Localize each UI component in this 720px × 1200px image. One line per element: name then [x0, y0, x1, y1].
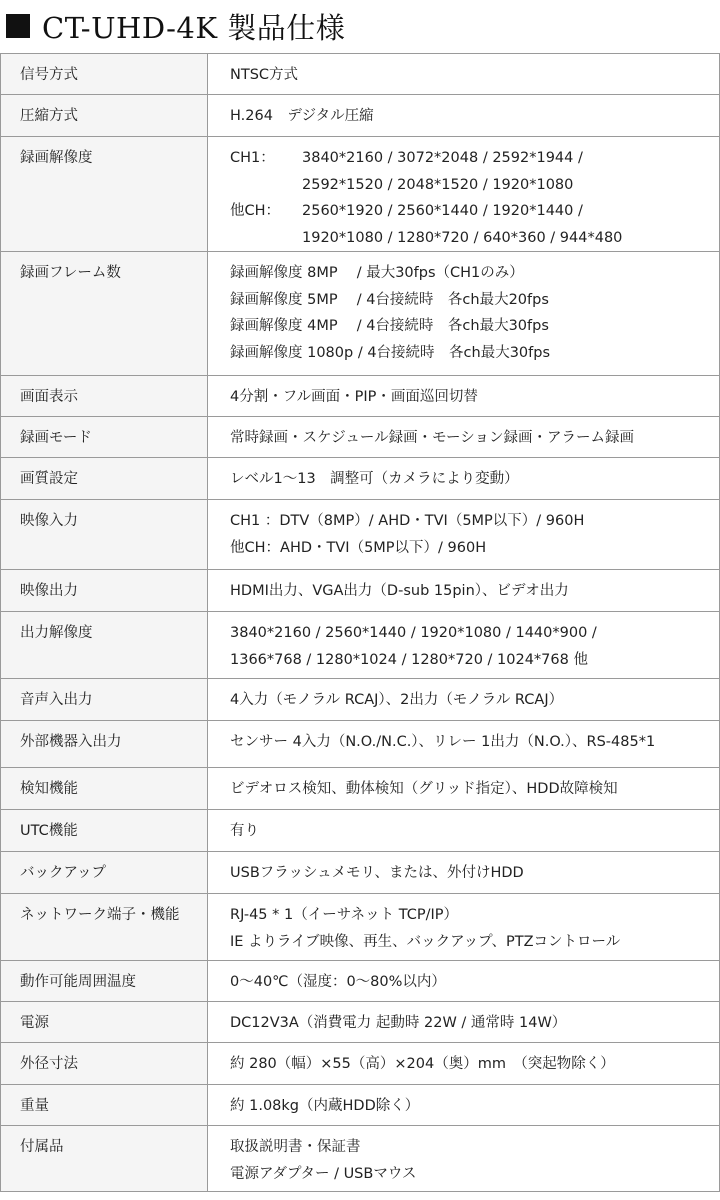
page-title-bar — [0, 0, 720, 52]
spec-label: 外部機器入出力 — [1, 721, 208, 768]
spec-value-line: RJ-45 * 1（イーサネット TCP/IP） — [230, 907, 459, 923]
spec-value — [208, 1085, 720, 1126]
spec-label: 画質設定 — [1, 458, 208, 500]
spec-value — [208, 137, 720, 252]
spec-value-line: 1366*768 / 1280*1024 / 1280*720 / 1024*768 他 — [230, 651, 588, 668]
spec-row — [1, 852, 720, 894]
spec-value-line: センサー 4入力（N.O./N.C.）、リレー 1出力（N.O.）、RS-485*1 — [230, 734, 656, 750]
spec-value-prefix: 他CH： — [230, 203, 281, 219]
spec-row — [1, 1085, 720, 1126]
spec-row — [1, 417, 720, 458]
spec-label: 出力解像度 — [1, 612, 208, 679]
spec-row — [1, 500, 720, 570]
spec-row — [1, 894, 720, 961]
spec-label: 動作可能周囲温度 — [1, 961, 208, 1002]
spec-value-line: 3840*2160 / 2560*1440 / 1920*1080 / 1440*900 / — [230, 625, 597, 641]
spec-value — [208, 500, 720, 570]
spec-value-line: 録画解像度 4MP / 4台接続時 各ch最大30fps — [230, 318, 549, 334]
spec-label: 映像出力 — [1, 570, 208, 612]
spec-label: 録画フレーム数 — [1, 252, 208, 376]
spec-row — [1, 54, 720, 95]
spec-label: 信号方式 — [1, 54, 208, 95]
spec-value — [208, 852, 720, 894]
spec-value-line: 録画解像度 8MP / 最大30fps（CH1のみ） — [230, 265, 524, 281]
spec-label: UTC機能 — [1, 810, 208, 852]
spec-row — [1, 1126, 720, 1192]
spec-row — [1, 1043, 720, 1085]
spec-label: 外径寸法 — [1, 1043, 208, 1085]
spec-value-line: 0～40℃（湿度：0～80%以内） — [230, 974, 446, 990]
spec-label: バックアップ — [1, 852, 208, 894]
spec-row — [1, 961, 720, 1002]
spec-value — [208, 721, 720, 768]
spec-label: 音声入出力 — [1, 679, 208, 721]
spec-value — [208, 1126, 720, 1192]
spec-row — [1, 810, 720, 852]
spec-value-line: NTSC方式 — [230, 67, 299, 83]
spec-row — [1, 95, 720, 137]
spec-table-body — [1, 54, 720, 1192]
spec-value-line: 常時録画・スケジュール録画・モーション録画・アラーム録画 — [230, 430, 634, 446]
spec-value-line: 取扱説明書・保証書 — [230, 1139, 361, 1155]
spec-value-line: IE よりライブ映像、再生、バックアップ、PTZコントロール — [230, 933, 621, 950]
spec-value-line: 4分割・フル画面・PIP・画面巡回切替 — [230, 389, 478, 405]
spec-value-line: DC12V3A（消費電力 起動時 22W / 通常時 14W） — [230, 1015, 567, 1031]
spec-value-prefix: CH1： — [230, 150, 275, 166]
spec-value — [208, 810, 720, 852]
spec-value — [208, 570, 720, 612]
square-bullet-icon — [6, 14, 30, 38]
spec-value — [208, 95, 720, 137]
spec-label: 付属品 — [1, 1126, 208, 1192]
spec-value — [208, 894, 720, 961]
spec-label: 映像入力 — [1, 500, 208, 570]
spec-value-line: 4入力（モノラル RCAJ）、2出力（モノラル RCAJ） — [230, 692, 564, 708]
spec-value — [208, 768, 720, 810]
spec-value — [208, 458, 720, 500]
spec-value-line: ビデオロス検知、動体検知（グリッド指定）、HDD故障検知 — [230, 781, 618, 797]
spec-row — [1, 458, 720, 500]
spec-value — [208, 252, 720, 376]
spec-value — [208, 54, 720, 95]
spec-label: ネットワーク端子・機能 — [1, 894, 208, 961]
spec-row — [1, 768, 720, 810]
spec-label: 電源 — [1, 1002, 208, 1043]
spec-value-line: 録画解像度 1080p / 4台接続時 各ch最大30fps — [230, 344, 551, 361]
page-title: CT-UHD-4K 製品仕様 — [42, 10, 346, 45]
spec-value-line: 有り — [230, 823, 259, 839]
spec-value — [208, 1002, 720, 1043]
spec-label: 検知機能 — [1, 768, 208, 810]
spec-value-line: 2592*1520 / 2048*1520 / 1920*1080 — [302, 176, 574, 193]
spec-value-line: USBフラッシュメモリ、または、外付けHDD — [230, 865, 524, 881]
spec-value-line: 他CH：AHD・TVI（5MP以下）/ 960H — [230, 539, 487, 556]
spec-label: 重量 — [1, 1085, 208, 1126]
spec-row — [1, 612, 720, 679]
spec-label: 録画モード — [1, 417, 208, 458]
spec-value — [208, 376, 720, 417]
spec-value-line: 録画解像度 5MP / 4台接続時 各ch最大20fps — [230, 291, 549, 308]
spec-value — [208, 961, 720, 1002]
spec-row — [1, 137, 720, 252]
spec-value-line: 1920*1080 / 1280*720 / 640*360 / 944*480 — [302, 229, 623, 246]
spec-value-line: H.264 デジタル圧縮 — [230, 108, 374, 124]
spec-row — [1, 1002, 720, 1043]
spec-value — [208, 1043, 720, 1085]
spec-value-line: 電源アダプター / USBマウス — [230, 1165, 417, 1182]
spec-value — [208, 612, 720, 679]
spec-value-line: HDMI出力、VGA出力（D-sub 15pin）、ビデオ出力 — [230, 583, 569, 599]
spec-value — [208, 417, 720, 458]
spec-value — [208, 679, 720, 721]
spec-value-line: CH1 ：DTV（8MP）/ AHD・TVI（5MP以下）/ 960H — [230, 513, 585, 529]
spec-value-line: 約 280（幅）×55（高）×204（奥）mm （突起物除く） — [230, 1056, 615, 1072]
spec-value-line: 3840*2160 / 3072*2048 / 2592*1944 / — [302, 150, 583, 166]
spec-row — [1, 570, 720, 612]
spec-label: 録画解像度 — [1, 137, 208, 252]
spec-table — [0, 53, 720, 1192]
spec-value-group — [230, 145, 719, 198]
spec-label: 圧縮方式 — [1, 95, 208, 137]
spec-label: 画面表示 — [1, 376, 208, 417]
spec-row — [1, 679, 720, 721]
spec-value-group — [230, 198, 719, 251]
spec-row — [1, 376, 720, 417]
spec-row — [1, 721, 720, 768]
spec-value-line: レベル1～13 調整可（カメラにより変動） — [230, 471, 519, 487]
spec-value-line: 約 1.08kg（内蔵HDD除く） — [230, 1098, 420, 1114]
spec-row — [1, 252, 720, 376]
spec-value-line: 2560*1920 / 2560*1440 / 1920*1440 / — [302, 203, 583, 219]
